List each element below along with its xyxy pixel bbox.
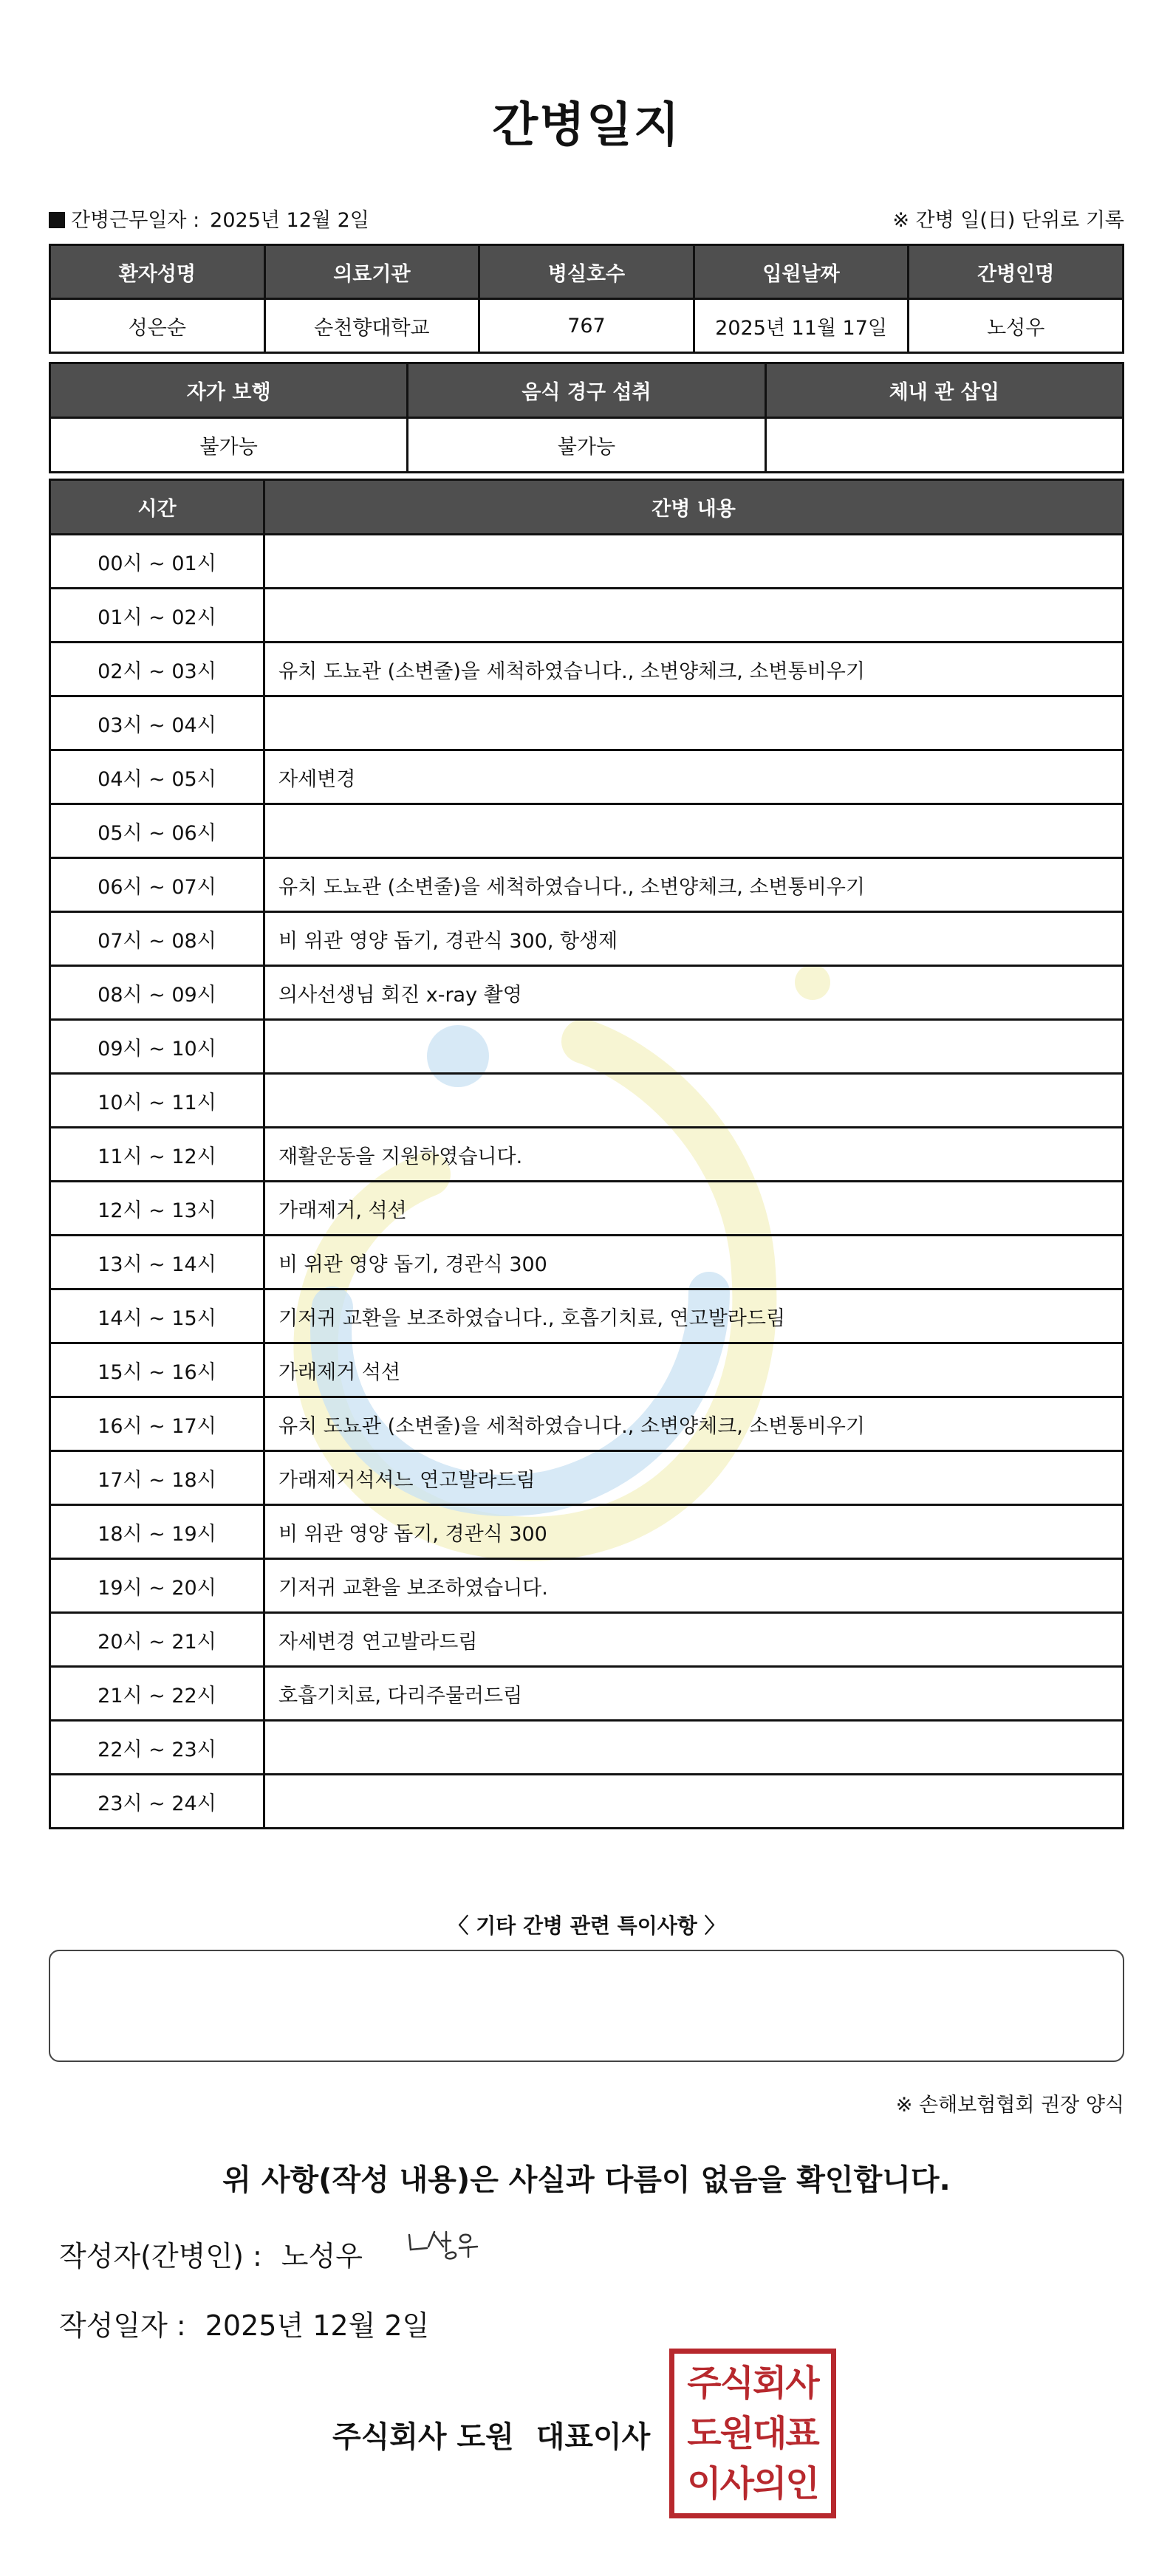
care-log-time: 17시 ~ 18시: [50, 1451, 264, 1505]
care-log-content: [264, 1020, 1124, 1074]
care-log-time: 00시 ~ 01시: [50, 535, 264, 589]
header-time: 시간: [50, 480, 264, 535]
care-log-row: [50, 966, 1124, 1020]
company-signature-line: [332, 2414, 650, 2456]
written-date-line: [59, 2303, 429, 2343]
care-log-content: 비 위관 영양 돕기, 경관식 300, 항생제: [264, 912, 1124, 966]
patient-status-value-row: [50, 418, 1124, 473]
care-log-row: [50, 912, 1124, 966]
care-log-row: [50, 1559, 1124, 1613]
care-log-header-row: [50, 480, 1124, 535]
self-walking-value: 불가능: [50, 418, 408, 473]
care-log-content: 자세변경: [264, 750, 1124, 804]
special-notes-box: [49, 1950, 1124, 2062]
special-notes-content: [50, 1951, 1123, 1975]
patient-info-header-row: [50, 245, 1124, 299]
care-log-row: [50, 1020, 1124, 1074]
care-log-content: [264, 1074, 1124, 1128]
care-log-row: [50, 1721, 1124, 1775]
header-room-number: 병실호수: [479, 245, 694, 299]
care-log-row: [50, 1451, 1124, 1505]
seal-line: 주식회사: [687, 2363, 818, 2404]
care-log-row: [50, 1343, 1124, 1397]
care-log-time: 06시 ~ 07시: [50, 858, 264, 912]
care-log-content: 호흡기치료, 다리주물러드림: [264, 1667, 1124, 1721]
care-log-time: 19시 ~ 20시: [50, 1559, 264, 1613]
header-oral-intake: 음식 경구 섭취: [408, 363, 765, 418]
care-log-row: [50, 1775, 1124, 1829]
tube-insertion-value: [765, 418, 1123, 473]
care-log-content: 자세변경 연고발라드림: [264, 1613, 1124, 1667]
care-log-row: [50, 1236, 1124, 1289]
work-date-row: [49, 204, 1124, 233]
care-log-content: [264, 535, 1124, 589]
care-log-content: 기저귀 교환을 보조하였습니다., 호흡기치료, 연고발라드림: [264, 1289, 1124, 1343]
care-log-time: 04시 ~ 05시: [50, 750, 264, 804]
page-title: 간병일지: [492, 98, 681, 153]
representative-title: 대표이사: [536, 2420, 651, 2454]
care-log-time: 22시 ~ 23시: [50, 1721, 264, 1775]
special-notes-title: 〈 기타 간병 관련 특이사항 〉: [448, 1914, 725, 1938]
care-log-content: 가래제거석셔느 연고발라드림: [264, 1451, 1124, 1505]
care-log-time: 20시 ~ 21시: [50, 1613, 264, 1667]
care-log-content: 재활운동을 지원하였습니다.: [264, 1128, 1124, 1182]
room-number: 767: [479, 299, 694, 353]
work-date: [49, 204, 369, 233]
patient-status-header-row: [50, 363, 1124, 418]
care-log-content: 유치 도뇨관 (소변줄)을 세척하였습니다., 소변양체크, 소변통비우기: [264, 858, 1124, 912]
care-log-time: 05시 ~ 06시: [50, 804, 264, 858]
care-log-content: 유치 도뇨관 (소변줄)을 세척하였습니다., 소변양체크, 소변통비우기: [264, 1397, 1124, 1451]
hospital-name: 순천향대학교: [264, 299, 479, 353]
care-log-time: 11시 ~ 12시: [50, 1128, 264, 1182]
care-log-time: 02시 ~ 03시: [50, 643, 264, 696]
care-log-row: [50, 1505, 1124, 1559]
care-log-time: 23시 ~ 24시: [50, 1775, 264, 1829]
header-care-content: 간병 내용: [264, 480, 1124, 535]
patient-name: 성은순: [50, 299, 265, 353]
care-log-row: [50, 750, 1124, 804]
company-name: 주식회사 도원: [332, 2420, 514, 2454]
company-seal-stamp: [669, 2349, 836, 2518]
care-log-row: [50, 1613, 1124, 1667]
work-date-value: 2025년 12월 2일: [210, 209, 369, 232]
care-log-time: 21시 ~ 22시: [50, 1667, 264, 1721]
care-log-row: [50, 535, 1124, 589]
care-log-row: [50, 1182, 1124, 1236]
confirmation-statement: 위 사항(작성 내용)은 사실과 다름이 없음을 확인합니다.: [222, 2163, 951, 2197]
care-log-row: [50, 696, 1124, 750]
caregiver-name: 노성우: [909, 299, 1124, 353]
care-log-time: 16시 ~ 17시: [50, 1397, 264, 1451]
care-log-time: 07시 ~ 08시: [50, 912, 264, 966]
admission-date: 2025년 11월 17일: [694, 299, 909, 353]
care-log-time: 15시 ~ 16시: [50, 1343, 264, 1397]
care-log-time: 03시 ~ 04시: [50, 696, 264, 750]
care-log-time: 08시 ~ 09시: [50, 966, 264, 1020]
care-log-time: 09시 ~ 10시: [50, 1020, 264, 1074]
header-tube-insertion: 체내 관 삽입: [765, 363, 1123, 418]
care-log-content: [264, 1775, 1124, 1829]
care-log-time: 01시 ~ 02시: [50, 589, 264, 643]
care-log-row: [50, 1667, 1124, 1721]
writer-name: 노성우: [281, 2240, 363, 2272]
writer-label: 작성자(간병인) :: [59, 2240, 262, 2272]
care-log-content: 비 위관 영양 돕기, 경관식 300: [264, 1236, 1124, 1289]
hourly-care-log-table: [49, 479, 1124, 1829]
care-log-content: [264, 696, 1124, 750]
care-log-content: 의사선생님 회진 x-ray 촬영: [264, 966, 1124, 1020]
written-date-label: 작성일자 :: [59, 2309, 186, 2342]
care-log-row: [50, 643, 1124, 696]
patient-info-value-row: [50, 299, 1124, 353]
care-log-content: 기저귀 교환을 보조하였습니다.: [264, 1559, 1124, 1613]
care-log-content: [264, 589, 1124, 643]
header-patient-name: 환자성명: [50, 245, 265, 299]
recommended-form-note: ※ 손해보험협회 권장 양식: [895, 2094, 1124, 2117]
care-log-content: 가래제거, 석션: [264, 1182, 1124, 1236]
care-log-content: [264, 804, 1124, 858]
care-log-row: [50, 589, 1124, 643]
care-log-row: [50, 1397, 1124, 1451]
header-admission-date: 입원날짜: [694, 245, 909, 299]
oral-intake-value: 불가능: [408, 418, 765, 473]
patient-status-table: [49, 362, 1124, 473]
header-caregiver-name: 간병인명: [909, 245, 1124, 299]
care-log-row: [50, 804, 1124, 858]
care-log-row: [50, 1128, 1124, 1182]
writer-line: [59, 2233, 363, 2274]
care-log-content: 유치 도뇨관 (소변줄)을 세척하였습니다., 소변양체크, 소변통비우기: [264, 643, 1124, 696]
care-log-content: 가래제거 석션: [264, 1343, 1124, 1397]
care-log-row: [50, 1289, 1124, 1343]
care-log-time: 14시 ~ 15시: [50, 1289, 264, 1343]
header-hospital: 의료기관: [264, 245, 479, 299]
written-date-value: 2025년 12월 2일: [205, 2309, 430, 2342]
care-log-content: 비 위관 영양 돕기, 경관식 300: [264, 1505, 1124, 1559]
care-log-time: 12시 ~ 13시: [50, 1182, 264, 1236]
header-self-walking: 자가 보행: [50, 363, 408, 418]
seal-line: 이사의인: [687, 2463, 818, 2504]
patient-info-table: [49, 244, 1124, 354]
seal-line: 도원대표: [687, 2413, 818, 2454]
care-log-row: [50, 858, 1124, 912]
work-date-label: 간병근무일자 :: [71, 209, 200, 232]
handwritten-signature: [405, 2224, 488, 2261]
care-log-time: 13시 ~ 14시: [50, 1236, 264, 1289]
square-bullet-icon: [49, 212, 65, 228]
record-unit-note: ※ 간병 일(日) 단위로 기록: [892, 209, 1124, 232]
care-log-content: [264, 1721, 1124, 1775]
care-log-time: 10시 ~ 11시: [50, 1074, 264, 1128]
care-log-row: [50, 1074, 1124, 1128]
care-log-time: 18시 ~ 19시: [50, 1505, 264, 1559]
